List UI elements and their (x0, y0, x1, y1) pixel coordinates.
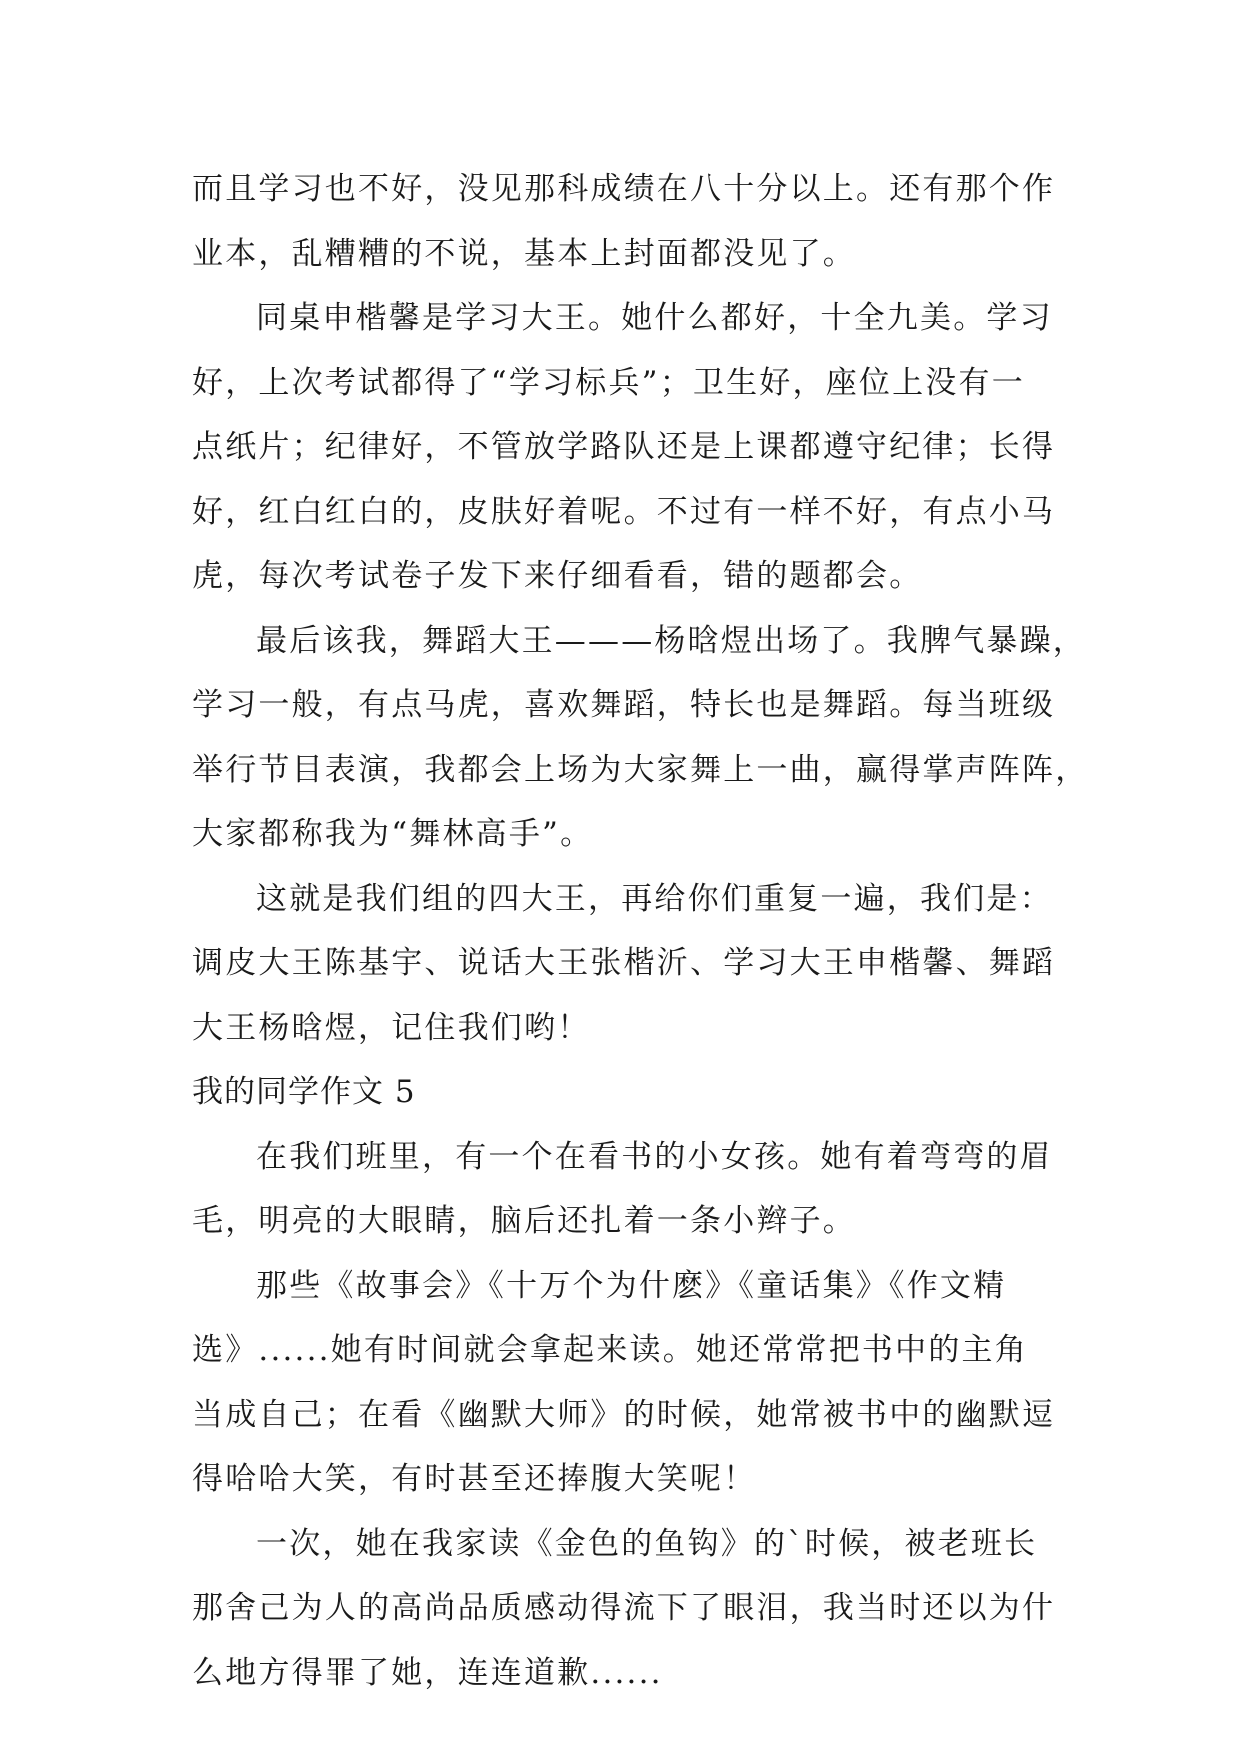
paragraph-first-line: 一次，她在我家读《金色的鱼钩》的`时候，被老班长 (256, 1525, 1038, 1562)
paragraph-first-line: 在我们班里，有一个在看书的小女孩。她有着弯弯的眉 (256, 1138, 1053, 1175)
text-line: 大王杨晗煜，记住我们哟！ (192, 1009, 591, 1046)
text-line: 而且学习也不好，没见那科成绩在八十分以上。还有那个作 (192, 171, 1056, 207)
text-line: 虎，每次考试卷子发下来仔细看看，错的题都会。 (192, 558, 923, 594)
paragraph-first-line: 最后该我，舞蹈大王———杨晗煜出场了。我脾气暴躁， (256, 622, 1086, 659)
text-line: 么地方得罪了她，连连道歉...... (192, 1654, 663, 1691)
paragraph-first-line: 这就是我们组的四大王，再给你们重复一遍，我们是： (256, 880, 1053, 917)
text-line: 调皮大王陈基宇、说话大王张楷沂、学习大王申楷馨、舞蹈 (192, 945, 1056, 981)
text-line: 当成自己；在看《幽默大师》的时候，她常被书中的幽默逗 (192, 1396, 1056, 1433)
text-line: 毛，明亮的大眼睛，脑后还扎着一条小辫子。 (192, 1203, 856, 1239)
text-line: 选》......她有时间就会拿起来读。她还常常把书中的主角 (192, 1332, 1028, 1368)
text-line: 点纸片；纪律好，不管放学路队还是上课都遵守纪律；长得 (192, 429, 1056, 465)
text-line: 好，红白红白的，皮肤好着呢。不过有一样不好，有点小马 (192, 493, 1056, 530)
text-line: 好，上次考试都得了“学习标兵”；卫生好，座位上没有一 (192, 364, 1025, 401)
text-line: 大家都称我为“舞林高手”。 (192, 816, 594, 852)
text-line: 那舍己为人的高尚品质感动得流下了眼泪，我当时还以为什 (192, 1590, 1056, 1626)
section-heading: 我的同学作文 5 (192, 1074, 416, 1110)
text-line: 学习一般，有点马虎，喜欢舞蹈，特长也是舞蹈。每当班级 (192, 687, 1056, 723)
text-line: 举行节目表演，我都会上场为大家舞上一曲，赢得掌声阵阵， (192, 751, 1089, 788)
text-line: 业本，乱糟糟的不说，基本上封面都没见了。 (192, 235, 856, 272)
paragraph-first-line: 同桌申楷馨是学习大王。她什么都好，十全九美。学习 (256, 300, 1053, 336)
text-line: 得哈哈大笑，有时甚至还捧腹大笑呢！ (192, 1461, 757, 1497)
paragraph-first-line: 那些《故事会》《十万个为什麽》《童话集》《作文精 (256, 1267, 1007, 1304)
document-body (192, 157, 1089, 1705)
